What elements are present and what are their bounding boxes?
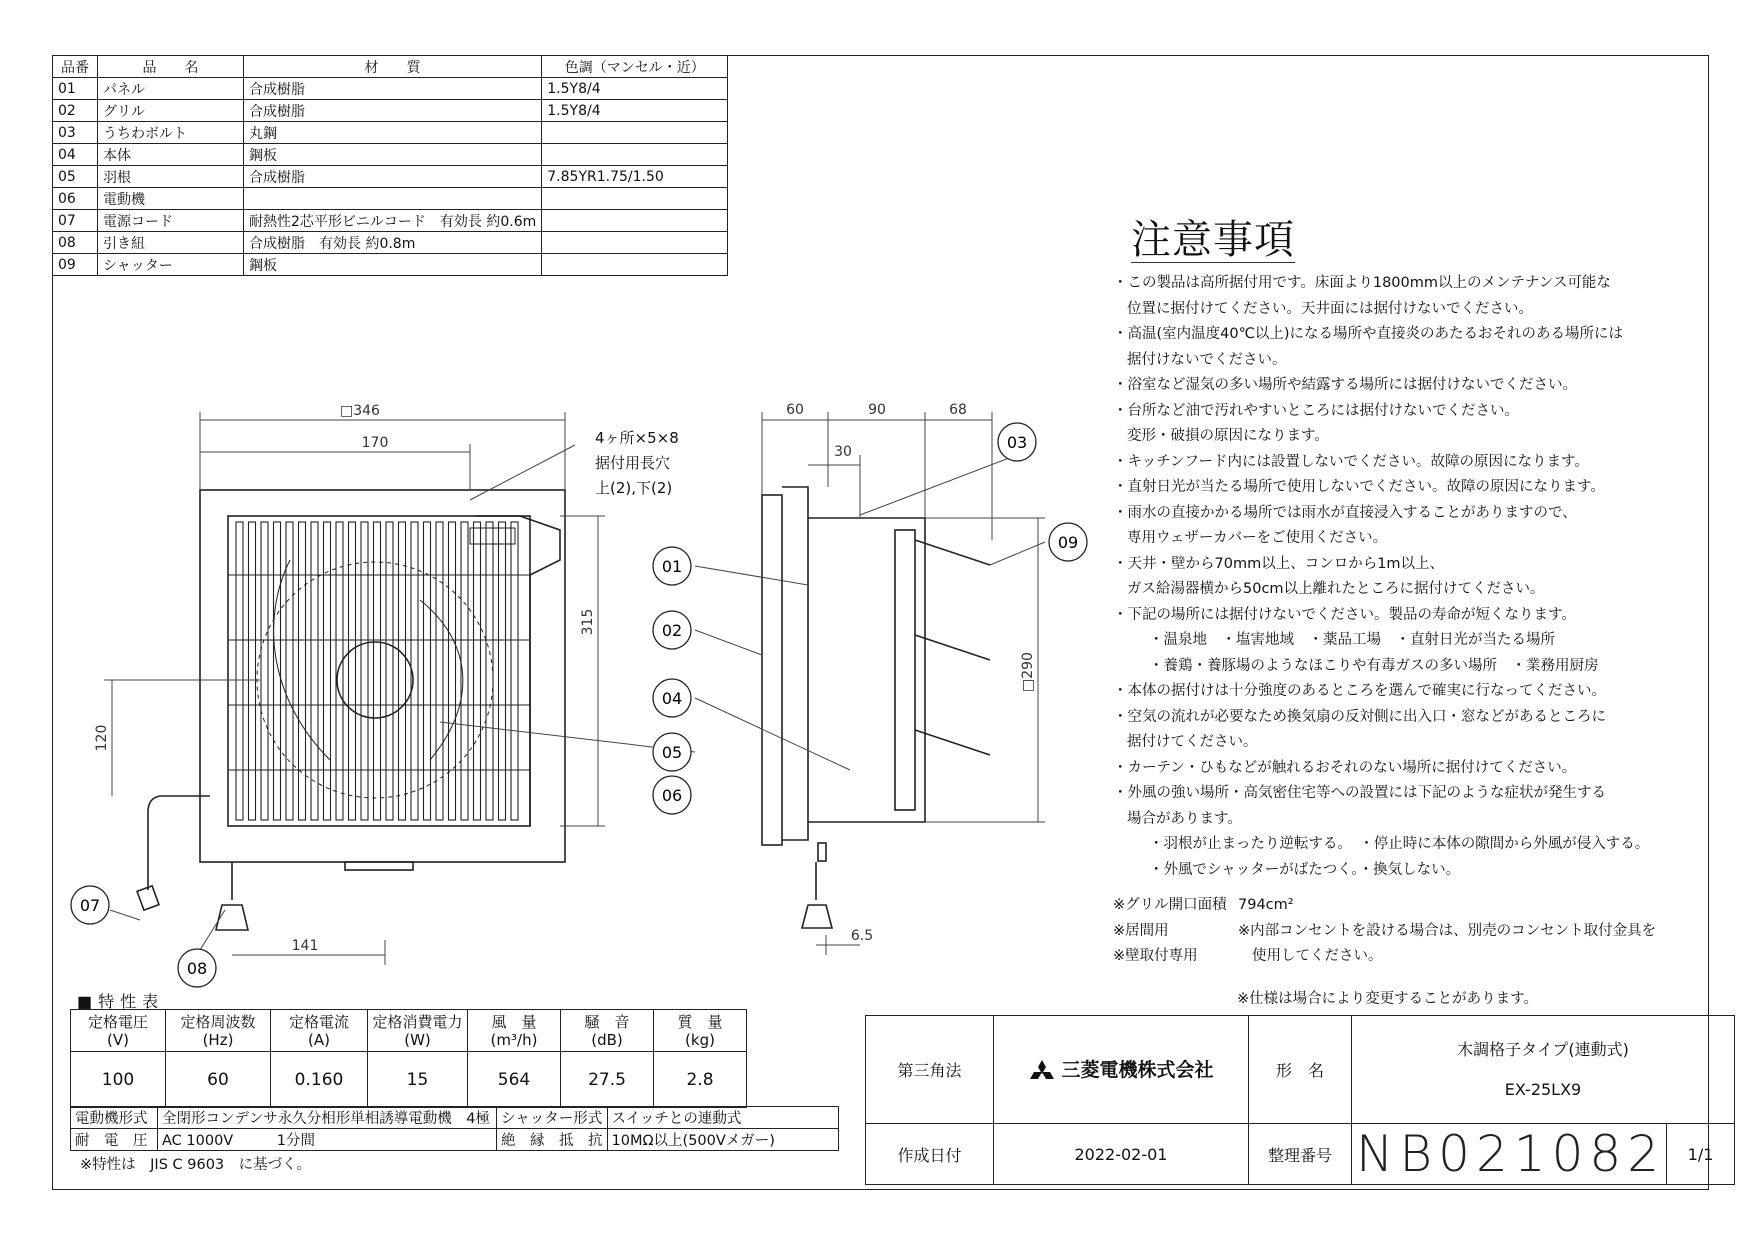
spec-value: 0.160: [271, 1052, 368, 1108]
grill-bar: [511, 522, 518, 820]
caution-line: ・台所など油で汚れやすいところには据付けないでください。: [1113, 402, 1519, 419]
parts-name: シャッター: [98, 254, 244, 276]
parts-material: 合成樹脂 有効長 約0.8m: [244, 232, 542, 254]
parts-color: 1.5Y8/4: [542, 100, 728, 122]
model-cell: [1352, 1016, 1735, 1124]
callout-label: 01: [661, 557, 683, 576]
withstand-value: AC 1000V 1分間: [158, 1129, 497, 1151]
parts-no: 06: [53, 188, 98, 210]
callout-label: 07: [79, 896, 101, 915]
parts-name: 電源コード: [98, 210, 244, 232]
callout-05: [653, 733, 691, 771]
model-label: 形 名: [1249, 1016, 1352, 1124]
grill-bar: [311, 522, 318, 820]
caution-line: 場合があります。: [1127, 810, 1242, 827]
caution-lines: [1113, 271, 1673, 883]
parts-name: パネル: [98, 78, 244, 100]
caution-line: ・本体の据付けは十分強度のあるところを選んで確実に行なってください。: [1113, 683, 1606, 699]
grill-bar: [324, 522, 331, 820]
hole-note-line1: 4ヶ所×5×8: [595, 429, 679, 447]
spec-header-part: 騒 音: [584, 1012, 630, 1031]
grill-bar: [499, 522, 506, 820]
spec-header: [654, 1010, 747, 1052]
dim-bottom: 141: [291, 938, 319, 954]
shutter-label: シャッター形式: [497, 1107, 608, 1129]
product-name: 木調格子タイプ(連動式): [1457, 1039, 1629, 1059]
withstand-label: 耐 電 圧: [71, 1129, 158, 1151]
shutter-blade-3: [915, 730, 990, 755]
callout-06: [653, 776, 691, 814]
wall-mount: ※壁取付専用: [1113, 948, 1198, 964]
motor-type: 全閉形コンデンサ永久分相形単相誘導電動機 4極: [158, 1107, 497, 1129]
parts-material: 合成樹脂: [244, 78, 542, 100]
characteristics-footnote: ※特性は JIS C 9603 に基づく。: [80, 1157, 311, 1173]
company-name: 三菱電機株式会社: [1061, 1059, 1214, 1082]
spec-header-part: (m³/h): [490, 1030, 538, 1049]
grill-bar: [449, 522, 456, 820]
grill-area-label: ※グリル開口面積: [1113, 897, 1227, 913]
grill-bar: [386, 522, 393, 820]
outlet-note-2: 使用してください。: [1252, 948, 1383, 964]
callout-04: [653, 679, 691, 717]
number-label: 整理番号: [1249, 1124, 1352, 1185]
spec-value: 15: [368, 1052, 468, 1108]
grill-bar: [249, 522, 256, 820]
callout-02: [653, 611, 691, 649]
grill-bar: [299, 522, 306, 820]
caution-line: ・温泉地 ・塩害地域 ・薬品工場 ・直射日光が当たる場所: [1149, 632, 1555, 648]
caution-line: 据付けないでください。: [1127, 351, 1287, 368]
parts-material: 耐熱性2芯平形ビニルコード 有効長 約0.6m: [244, 210, 542, 232]
sheet-number: 1/1: [1667, 1124, 1735, 1185]
parts-header-color: 色調（マンセル・近）: [542, 56, 728, 78]
spec-value: 60: [166, 1052, 271, 1108]
dim-side-b: 90: [868, 402, 886, 418]
spec-header-part: (V): [107, 1030, 129, 1049]
spec-header: [71, 1010, 166, 1052]
grill-bar: [486, 522, 493, 820]
mitsubishi-logo-icon: [1028, 1061, 1061, 1080]
hole-note-line2: 据付用長穴: [595, 454, 671, 472]
model-number: EX-25LX9: [1504, 1079, 1582, 1099]
callout-03: [998, 423, 1036, 461]
grill-notes: [1113, 893, 1656, 970]
spec-header-part: 定格電流: [288, 1012, 349, 1031]
caution-line: ・この製品は高所据付用です。床面より1800mm以上のメンテナンス可能な: [1113, 275, 1611, 291]
caution-line: ・下記の場所には据付けないでください。製品の寿命が短くなります。: [1113, 606, 1576, 623]
dim-overall: □346: [340, 403, 380, 419]
callout-label: 05: [661, 743, 683, 762]
caution-line: 位置に据付けてください。天井面には据付けないでください。: [1127, 300, 1533, 317]
spec-value: 564: [468, 1052, 561, 1108]
grill-bar: [361, 522, 368, 820]
dim-side-e: □290: [1020, 652, 1036, 692]
spec-header-part: 風 量: [491, 1012, 537, 1031]
grill-bar: [436, 522, 443, 820]
spec-header-part: (dB): [591, 1030, 623, 1049]
document-number: [1352, 1124, 1667, 1185]
parts-no: 03: [53, 122, 98, 144]
callout-label: 09: [1057, 533, 1079, 552]
parts-color: 1.5Y8/4: [542, 78, 728, 100]
spec-change-note: ※仕様は場合により変更することがあります。: [1237, 991, 1538, 1007]
dim-side-d: 30: [834, 444, 852, 460]
title-block: [865, 1015, 1735, 1185]
side-shutter-frame: [895, 530, 915, 810]
parts-no: 07: [53, 210, 98, 232]
grill-area-value: 794cm²: [1238, 897, 1294, 913]
parts-name: 羽根: [98, 166, 244, 188]
shutter-blade-2: [915, 635, 990, 660]
caution-line: ・高温(室内温度40℃以上)になる場所や直接炎のあたるおそれのある場所には: [1113, 326, 1624, 342]
company-cell: [994, 1016, 1249, 1124]
parts-material: 鋼板: [244, 144, 542, 166]
parts-no: 01: [53, 78, 98, 100]
caution-line: ・空気の流れが必要なため換気扇の反対側に出入口・窓などがあるところに: [1113, 708, 1606, 725]
caution-title: 注意事項: [1131, 217, 1295, 263]
spec-header-part: 定格消費電力: [372, 1012, 463, 1031]
callout-label: 02: [661, 621, 683, 640]
front-bottom-tab: [345, 862, 413, 870]
grill-bar: [349, 522, 356, 820]
parts-material: 鋼板: [244, 254, 542, 276]
characteristics-extra: [70, 1106, 839, 1151]
callouts: [71, 423, 1087, 987]
parts-name: グリル: [98, 100, 244, 122]
grill-bar: [236, 522, 243, 820]
callout-09: [1049, 523, 1087, 561]
grill-bar: [399, 522, 406, 820]
document-number-text: NB021082: [1356, 1125, 1666, 1183]
caution-line: ・羽根が止まったり逆転する。 ・停止時に本体の隙間から外風が侵入する。: [1149, 836, 1650, 852]
parts-no: 04: [53, 144, 98, 166]
dim-side-c: 68: [949, 402, 967, 418]
characteristics-title: ■特性表: [77, 992, 165, 1011]
callout-label: 06: [661, 786, 683, 805]
callout-08: [178, 949, 216, 987]
callout-label: 03: [1006, 433, 1028, 452]
side-body: [782, 487, 808, 840]
grill-bar: [474, 522, 481, 820]
callout-label: 08: [186, 959, 208, 978]
dim-side-a: 60: [786, 402, 804, 418]
caution-line: ・直射日光が当たる場所で使用しないでください。故障の原因になります。: [1113, 479, 1605, 495]
parts-name: 本体: [98, 144, 244, 166]
date-label: 作成日付: [866, 1124, 994, 1185]
caution-line: ・雨水の直接かかる場所では雨水が直接浸入することがありますので、: [1113, 504, 1577, 521]
dim-offset: 120: [94, 724, 110, 752]
parts-name: 電動機: [98, 188, 244, 210]
callout-07: [71, 886, 109, 924]
parts-no: 05: [53, 166, 98, 188]
parts-material: 合成樹脂: [244, 100, 542, 122]
outlet-note-1: ※内部コンセントを設ける場合は、別売のコンセント取付金具を: [1238, 922, 1657, 939]
parts-header-material: 材 質: [244, 56, 542, 78]
parts-no: 02: [53, 100, 98, 122]
callout-01: [653, 547, 691, 585]
projection-method: 第三角法: [866, 1016, 994, 1124]
caution-line: ・カーテン・ひもなどが触れるおそれのない場所に据付けてください。: [1113, 759, 1577, 776]
front-panel: [200, 490, 565, 862]
spec-header: [468, 1010, 561, 1052]
caution-line: ・養鶏・養豚場のようなほこりや有毒ガスの多い場所 ・業務用厨房: [1149, 657, 1599, 674]
motor-type-label: 電動機形式: [71, 1107, 158, 1129]
grill-bars: [228, 522, 530, 820]
grill-bar: [261, 522, 268, 820]
spec-header-part: (Hz): [202, 1030, 234, 1049]
caution-line: 変形・破損の原因になります。: [1127, 428, 1329, 444]
parts-material: 丸鋼: [244, 122, 542, 144]
caution-line: ・外風の強い場所・高気密住宅等への設置には下記のような症状が発生する: [1113, 785, 1606, 801]
grill-bar: [374, 522, 381, 820]
shutter-type: スイッチとの連動式: [607, 1107, 838, 1129]
spec-header: [166, 1010, 271, 1052]
room-use: ※居間用: [1113, 922, 1169, 939]
date-value: 2022-02-01: [994, 1124, 1249, 1185]
dim-height: 315: [580, 608, 596, 636]
dim-side-f: 6.5: [850, 928, 874, 944]
grill-bar: [424, 522, 431, 820]
parts-no: 08: [53, 232, 98, 254]
parts-color: 7.85YR1.75/1.50: [542, 166, 728, 188]
parts-name: 引き紐: [98, 232, 244, 254]
insulation-value: 10MΩ以上(500Vメガー): [607, 1129, 838, 1151]
parts-material: 合成樹脂: [244, 166, 542, 188]
caution-line: ガス給湯器横から50cm以上離れたところに据付けてください。: [1127, 581, 1545, 597]
parts-name: うちわボルト: [98, 122, 244, 144]
spec-value: 2.8: [654, 1052, 747, 1108]
hole-note-line3: 上(2),下(2): [595, 479, 673, 497]
spec-header: [368, 1010, 468, 1052]
parts-no: 09: [53, 254, 98, 276]
caution-line: 専用ウェザーカバーをご使用ください。: [1127, 530, 1388, 546]
parts-header-no: 品番: [53, 56, 98, 78]
dim-center: 170: [361, 435, 389, 451]
spec-header-part: 定格周波数: [180, 1012, 256, 1031]
caution-line: ・天井・壁から70mm以上、コンロから1m以上、: [1113, 555, 1445, 572]
caution-line: ・外風でシャッターがばたつく。・換気しない。: [1149, 861, 1461, 878]
spec-header-part: 質 量: [677, 1012, 723, 1031]
spec-header-part: (W): [404, 1030, 431, 1049]
spec-header: [271, 1010, 368, 1052]
callout-label: 04: [661, 689, 683, 708]
caution-line: 据付けてください。: [1127, 734, 1258, 750]
spec-value: 100: [71, 1052, 166, 1108]
characteristics-table: [70, 1009, 747, 1108]
grill-bar: [274, 522, 281, 820]
spec-header-part: 定格電圧: [87, 1012, 148, 1031]
caution-notes: [1113, 218, 1673, 883]
spec-header-part: (A): [308, 1030, 330, 1049]
spec-header: [561, 1010, 654, 1052]
spec-value: 27.5: [561, 1052, 654, 1108]
caution-line: ・キッチンフード内には設置しないでください。故障の原因になります。: [1113, 453, 1589, 470]
shutter-blade-1: [915, 540, 990, 565]
insulation-label: 絶 縁 抵 抗: [497, 1129, 608, 1151]
parts-header-name: 品 名: [98, 56, 244, 78]
spec-header-part: (kg): [685, 1030, 715, 1049]
side-panel: [762, 495, 782, 845]
caution-line: ・浴室など湿気の多い場所や結露する場所には据付けないでください。: [1113, 377, 1577, 393]
